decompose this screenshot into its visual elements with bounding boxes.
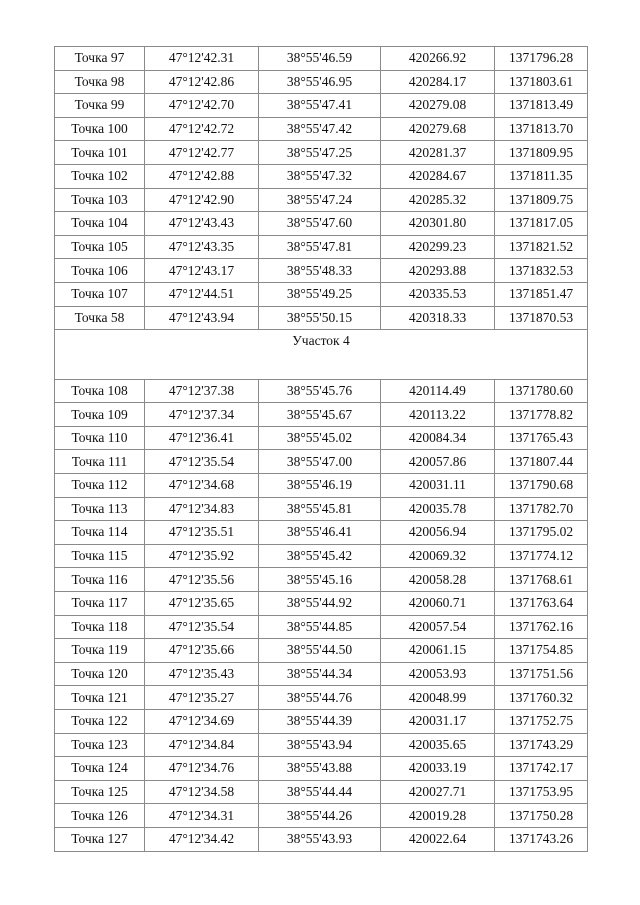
point-name-cell: Точка 113 [55, 497, 145, 521]
longitude-cell: 38°55'47.24 [259, 188, 381, 212]
table-row [55, 426, 588, 450]
longitude-cell: 38°55'43.94 [259, 733, 381, 757]
table-row [55, 662, 588, 686]
table-row [55, 780, 588, 804]
longitude-cell: 38°55'47.32 [259, 164, 381, 188]
longitude-cell: 38°55'50.15 [259, 306, 381, 330]
table-row [55, 615, 588, 639]
section-1-rows [55, 47, 588, 330]
y-coordinate-cell: 1371760.32 [495, 686, 588, 710]
latitude-cell: 47°12'34.42 [145, 827, 259, 851]
point-name-cell: Точка 117 [55, 591, 145, 615]
point-name-cell: Точка 120 [55, 662, 145, 686]
point-name-cell: Точка 102 [55, 164, 145, 188]
x-coordinate-cell: 420057.86 [381, 450, 495, 474]
x-coordinate-cell: 420058.28 [381, 568, 495, 592]
latitude-cell: 47°12'35.43 [145, 662, 259, 686]
longitude-cell: 38°55'44.50 [259, 639, 381, 663]
y-coordinate-cell: 1371795.02 [495, 521, 588, 545]
table-row [55, 521, 588, 545]
point-name-cell: Точка 106 [55, 259, 145, 283]
point-name-cell: Точка 110 [55, 426, 145, 450]
table-row [55, 94, 588, 118]
point-name-cell: Точка 108 [55, 379, 145, 403]
latitude-cell: 47°12'34.76 [145, 757, 259, 781]
point-name-cell: Точка 116 [55, 568, 145, 592]
x-coordinate-cell: 420031.11 [381, 474, 495, 498]
x-coordinate-cell: 420279.68 [381, 117, 495, 141]
point-name-cell: Точка 99 [55, 94, 145, 118]
table-row [55, 403, 588, 427]
latitude-cell: 47°12'37.34 [145, 403, 259, 427]
table-row [55, 709, 588, 733]
x-coordinate-cell: 420335.53 [381, 282, 495, 306]
longitude-cell: 38°55'44.92 [259, 591, 381, 615]
latitude-cell: 47°12'37.38 [145, 379, 259, 403]
x-coordinate-cell: 420113.22 [381, 403, 495, 427]
y-coordinate-cell: 1371774.12 [495, 544, 588, 568]
section-header-group [55, 330, 588, 380]
x-coordinate-cell: 420019.28 [381, 804, 495, 828]
x-coordinate-cell: 420266.92 [381, 47, 495, 71]
table-row [55, 757, 588, 781]
table-row [55, 141, 588, 165]
longitude-cell: 38°55'47.25 [259, 141, 381, 165]
y-coordinate-cell: 1371753.95 [495, 780, 588, 804]
longitude-cell: 38°55'47.00 [259, 450, 381, 474]
point-name-cell: Точка 97 [55, 47, 145, 71]
y-coordinate-cell: 1371778.82 [495, 403, 588, 427]
longitude-cell: 38°55'46.95 [259, 70, 381, 94]
point-name-cell: Точка 122 [55, 709, 145, 733]
table-row [55, 497, 588, 521]
y-coordinate-cell: 1371851.47 [495, 282, 588, 306]
longitude-cell: 38°55'45.16 [259, 568, 381, 592]
latitude-cell: 47°12'43.35 [145, 235, 259, 259]
coordinates-table [54, 46, 588, 852]
latitude-cell: 47°12'35.54 [145, 450, 259, 474]
y-coordinate-cell: 1371763.64 [495, 591, 588, 615]
longitude-cell: 38°55'44.39 [259, 709, 381, 733]
table-row [55, 686, 588, 710]
longitude-cell: 38°55'46.59 [259, 47, 381, 71]
table-row [55, 639, 588, 663]
latitude-cell: 47°12'35.51 [145, 521, 259, 545]
point-name-cell: Точка 103 [55, 188, 145, 212]
point-name-cell: Точка 105 [55, 235, 145, 259]
x-coordinate-cell: 420284.17 [381, 70, 495, 94]
point-name-cell: Точка 125 [55, 780, 145, 804]
y-coordinate-cell: 1371813.49 [495, 94, 588, 118]
table-row [55, 188, 588, 212]
y-coordinate-cell: 1371762.16 [495, 615, 588, 639]
table-row [55, 164, 588, 188]
x-coordinate-cell: 420279.08 [381, 94, 495, 118]
y-coordinate-cell: 1371768.61 [495, 568, 588, 592]
longitude-cell: 38°55'45.76 [259, 379, 381, 403]
latitude-cell: 47°12'42.77 [145, 141, 259, 165]
point-name-cell: Точка 115 [55, 544, 145, 568]
x-coordinate-cell: 420299.23 [381, 235, 495, 259]
latitude-cell: 47°12'34.84 [145, 733, 259, 757]
latitude-cell: 47°12'42.88 [145, 164, 259, 188]
latitude-cell: 47°12'35.54 [145, 615, 259, 639]
point-name-cell: Точка 101 [55, 141, 145, 165]
point-name-cell: Точка 118 [55, 615, 145, 639]
y-coordinate-cell: 1371821.52 [495, 235, 588, 259]
longitude-cell: 38°55'44.76 [259, 686, 381, 710]
latitude-cell: 47°12'35.56 [145, 568, 259, 592]
x-coordinate-cell: 420027.71 [381, 780, 495, 804]
table-row [55, 117, 588, 141]
longitude-cell: 38°55'45.67 [259, 403, 381, 427]
table-row [55, 306, 588, 330]
longitude-cell: 38°55'49.25 [259, 282, 381, 306]
table-row [55, 591, 588, 615]
x-coordinate-cell: 420022.64 [381, 827, 495, 851]
latitude-cell: 47°12'43.17 [145, 259, 259, 283]
y-coordinate-cell: 1371765.43 [495, 426, 588, 450]
section-4-rows [55, 379, 588, 851]
point-name-cell: Точка 98 [55, 70, 145, 94]
point-name-cell: Точка 100 [55, 117, 145, 141]
y-coordinate-cell: 1371870.53 [495, 306, 588, 330]
x-coordinate-cell: 420284.67 [381, 164, 495, 188]
y-coordinate-cell: 1371790.68 [495, 474, 588, 498]
y-coordinate-cell: 1371743.29 [495, 733, 588, 757]
table-row [55, 804, 588, 828]
y-coordinate-cell: 1371782.70 [495, 497, 588, 521]
y-coordinate-cell: 1371809.75 [495, 188, 588, 212]
table-row [55, 733, 588, 757]
table-row [55, 474, 588, 498]
table-row [55, 70, 588, 94]
x-coordinate-cell: 420293.88 [381, 259, 495, 283]
y-coordinate-cell: 1371809.95 [495, 141, 588, 165]
x-coordinate-cell: 420318.33 [381, 306, 495, 330]
latitude-cell: 47°12'34.69 [145, 709, 259, 733]
longitude-cell: 38°55'44.85 [259, 615, 381, 639]
latitude-cell: 47°12'42.72 [145, 117, 259, 141]
latitude-cell: 47°12'34.68 [145, 474, 259, 498]
y-coordinate-cell: 1371811.35 [495, 164, 588, 188]
latitude-cell: 47°12'36.41 [145, 426, 259, 450]
latitude-cell: 47°12'34.83 [145, 497, 259, 521]
y-coordinate-cell: 1371751.56 [495, 662, 588, 686]
latitude-cell: 47°12'35.66 [145, 639, 259, 663]
y-coordinate-cell: 1371742.17 [495, 757, 588, 781]
table-row [55, 212, 588, 236]
latitude-cell: 47°12'42.90 [145, 188, 259, 212]
point-name-cell: Точка 58 [55, 306, 145, 330]
x-coordinate-cell: 420069.32 [381, 544, 495, 568]
table-row [55, 282, 588, 306]
table-row [55, 568, 588, 592]
longitude-cell: 38°55'43.88 [259, 757, 381, 781]
y-coordinate-cell: 1371813.70 [495, 117, 588, 141]
x-coordinate-cell: 420061.15 [381, 639, 495, 663]
point-name-cell: Точка 109 [55, 403, 145, 427]
y-coordinate-cell: 1371750.28 [495, 804, 588, 828]
longitude-cell: 38°55'44.34 [259, 662, 381, 686]
longitude-cell: 38°55'44.26 [259, 804, 381, 828]
latitude-cell: 47°12'42.31 [145, 47, 259, 71]
x-coordinate-cell: 420281.37 [381, 141, 495, 165]
longitude-cell: 38°55'45.81 [259, 497, 381, 521]
section-header: Участок 4 [55, 330, 588, 380]
latitude-cell: 47°12'42.86 [145, 70, 259, 94]
longitude-cell: 38°55'47.60 [259, 212, 381, 236]
table-row [55, 544, 588, 568]
x-coordinate-cell: 420060.71 [381, 591, 495, 615]
x-coordinate-cell: 420057.54 [381, 615, 495, 639]
y-coordinate-cell: 1371817.05 [495, 212, 588, 236]
y-coordinate-cell: 1371754.85 [495, 639, 588, 663]
longitude-cell: 38°55'48.33 [259, 259, 381, 283]
x-coordinate-cell: 420056.94 [381, 521, 495, 545]
latitude-cell: 47°12'35.27 [145, 686, 259, 710]
table-row [55, 47, 588, 71]
point-name-cell: Точка 127 [55, 827, 145, 851]
section-header-row [55, 330, 588, 380]
point-name-cell: Точка 121 [55, 686, 145, 710]
y-coordinate-cell: 1371796.28 [495, 47, 588, 71]
point-name-cell: Точка 123 [55, 733, 145, 757]
table-row [55, 379, 588, 403]
y-coordinate-cell: 1371743.26 [495, 827, 588, 851]
longitude-cell: 38°55'47.42 [259, 117, 381, 141]
x-coordinate-cell: 420035.65 [381, 733, 495, 757]
x-coordinate-cell: 420053.93 [381, 662, 495, 686]
x-coordinate-cell: 420114.49 [381, 379, 495, 403]
point-name-cell: Точка 104 [55, 212, 145, 236]
x-coordinate-cell: 420084.34 [381, 426, 495, 450]
latitude-cell: 47°12'35.92 [145, 544, 259, 568]
latitude-cell: 47°12'42.70 [145, 94, 259, 118]
x-coordinate-cell: 420033.19 [381, 757, 495, 781]
x-coordinate-cell: 420048.99 [381, 686, 495, 710]
longitude-cell: 38°55'46.41 [259, 521, 381, 545]
point-name-cell: Точка 114 [55, 521, 145, 545]
table-row [55, 259, 588, 283]
longitude-cell: 38°55'47.41 [259, 94, 381, 118]
table-row [55, 235, 588, 259]
longitude-cell: 38°55'45.02 [259, 426, 381, 450]
point-name-cell: Точка 107 [55, 282, 145, 306]
latitude-cell: 47°12'43.94 [145, 306, 259, 330]
point-name-cell: Точка 111 [55, 450, 145, 474]
table-row [55, 827, 588, 851]
y-coordinate-cell: 1371807.44 [495, 450, 588, 474]
latitude-cell: 47°12'43.43 [145, 212, 259, 236]
longitude-cell: 38°55'43.93 [259, 827, 381, 851]
y-coordinate-cell: 1371780.60 [495, 379, 588, 403]
longitude-cell: 38°55'45.42 [259, 544, 381, 568]
longitude-cell: 38°55'47.81 [259, 235, 381, 259]
x-coordinate-cell: 420031.17 [381, 709, 495, 733]
y-coordinate-cell: 1371752.75 [495, 709, 588, 733]
table-row [55, 450, 588, 474]
latitude-cell: 47°12'34.31 [145, 804, 259, 828]
y-coordinate-cell: 1371803.61 [495, 70, 588, 94]
x-coordinate-cell: 420035.78 [381, 497, 495, 521]
longitude-cell: 38°55'44.44 [259, 780, 381, 804]
point-name-cell: Точка 124 [55, 757, 145, 781]
point-name-cell: Точка 126 [55, 804, 145, 828]
x-coordinate-cell: 420301.80 [381, 212, 495, 236]
longitude-cell: 38°55'46.19 [259, 474, 381, 498]
latitude-cell: 47°12'44.51 [145, 282, 259, 306]
latitude-cell: 47°12'34.58 [145, 780, 259, 804]
point-name-cell: Точка 119 [55, 639, 145, 663]
y-coordinate-cell: 1371832.53 [495, 259, 588, 283]
x-coordinate-cell: 420285.32 [381, 188, 495, 212]
latitude-cell: 47°12'35.65 [145, 591, 259, 615]
point-name-cell: Точка 112 [55, 474, 145, 498]
